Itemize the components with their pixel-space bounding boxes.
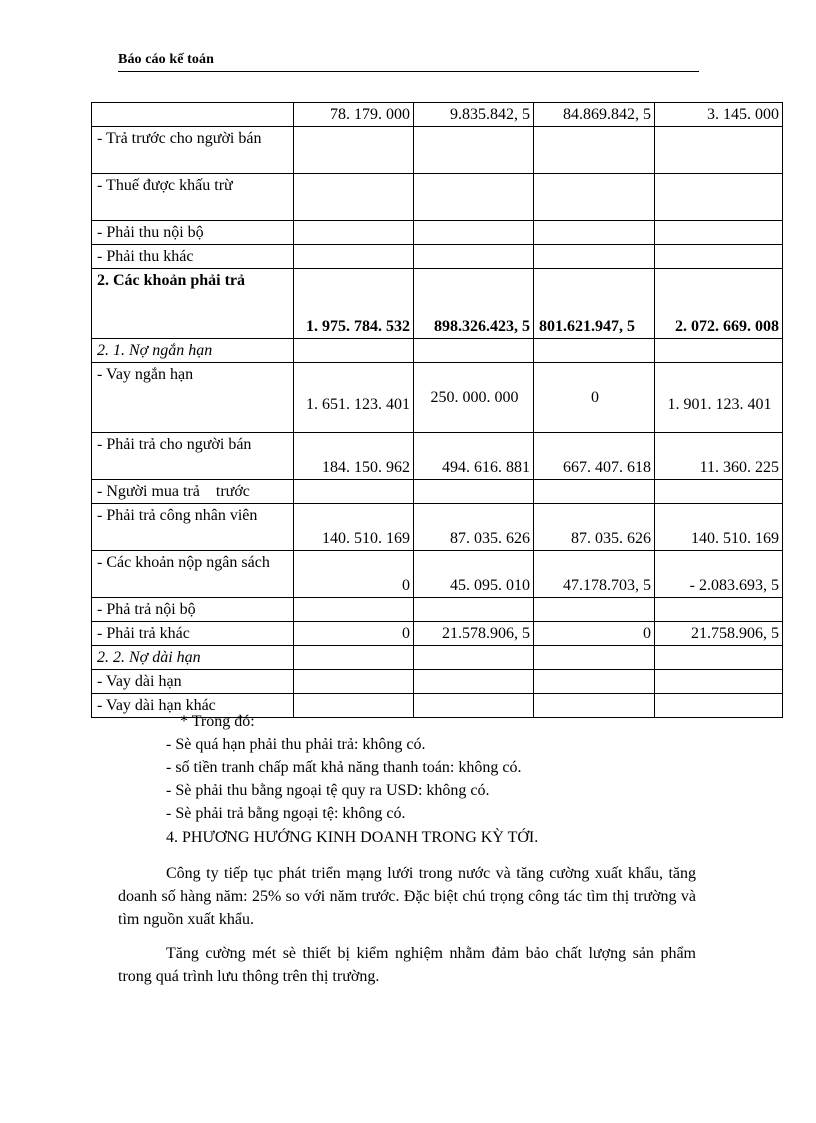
cell-value: 667. 407. 618 [534,433,655,480]
table-row [92,480,783,504]
cell-value [655,339,783,363]
table-row [92,174,783,221]
table-row [92,221,783,245]
row-label: - Phải thu khác [92,245,294,269]
cell-value: 2. 072. 669. 008 [655,269,783,339]
cell-value: 1. 975. 784. 532 [294,269,414,339]
note-item: - Sè quá hạn phải thu phải trả: không có. [166,736,426,753]
cell-value [655,174,783,221]
cell-value: 0 [534,363,655,433]
paragraph: Tăng cường mét sè thiết bị kiểm nghiệm nhằm đảm bảo chất lượng sản phẩm trong quá trình lưu thông trên thị trường. [118,945,696,985]
cell-value: 47.178.703, 5 [534,551,655,598]
cell-value [655,694,783,718]
cell-value: 1. 901. 123. 401 [655,363,783,433]
cell-value: 45. 095. 010 [414,551,534,598]
notes-block [166,710,521,825]
cell-value: 898.326.423, 5 [414,269,534,339]
cell-value: 494. 616. 881 [414,433,534,480]
cell-value: 140. 510. 169 [294,504,414,551]
cell-value [534,127,655,174]
row-label: - Phải trả khác [92,622,294,646]
row-label: 2. Các khoản phải trả [92,269,294,339]
financial-table [91,102,783,718]
cell-value [414,598,534,622]
table-row [92,103,783,127]
note-item: - Sè phải trả bằng ngoại tệ: không có. [166,805,406,822]
cell-value [534,646,655,670]
notes-intro: * Trong đó: [180,713,255,730]
cell-value [534,174,655,221]
note-item: - số tiền tranh chấp mất khả năng thanh toán: không có. [166,759,522,776]
table-row [92,363,783,433]
table-row [92,433,783,480]
cell-value: 21.578.906, 5 [414,622,534,646]
row-label: - Phải trả công nhân viên [92,504,294,551]
cell-value [414,245,534,269]
cell-value [294,339,414,363]
row-label: - Vay dài hạn [92,670,294,694]
cell-value: 801.621.947, 5 [534,269,655,339]
cell-value [534,480,655,504]
cell-value: 184. 150. 962 [294,433,414,480]
cell-value [534,694,655,718]
cell-value [294,174,414,221]
cell-value: 0 [294,551,414,598]
cell-value: 3. 145. 000 [655,103,783,127]
row-label [92,103,294,127]
cell-value: 0 [534,622,655,646]
cell-value [534,245,655,269]
cell-value [534,598,655,622]
cell-value [655,127,783,174]
cell-value [294,670,414,694]
table-row [92,670,783,694]
cell-value [414,127,534,174]
row-label: - Phải trả cho người bán [92,433,294,480]
cell-value: 9.835.842, 5 [414,103,534,127]
row-label: 2. 2. Nợ dài hạn [92,646,294,670]
cell-value [534,221,655,245]
row-label: - Thuế được khấu trừ [92,174,294,221]
page-header-title: Báo cáo kế toán [118,52,699,72]
cell-value: 250. 000. 000 [414,363,534,433]
cell-value [294,245,414,269]
cell-value [414,221,534,245]
cell-value [655,245,783,269]
note-item: - Sè phải thu bằng ngoại tệ quy ra USD: không có. [166,782,490,799]
cell-value [655,670,783,694]
cell-value: - 2.083.693, 5 [655,551,783,598]
cell-value [414,174,534,221]
cell-value [414,339,534,363]
row-label: - Phải thu nội bộ [92,221,294,245]
cell-value: 78. 179. 000 [294,103,414,127]
cell-value: 87. 035. 626 [534,504,655,551]
table-row [92,269,783,339]
cell-value: 140. 510. 169 [655,504,783,551]
cell-value [414,480,534,504]
cell-value [294,646,414,670]
cell-value: 87. 035. 626 [414,504,534,551]
table-row [92,598,783,622]
cell-value [294,480,414,504]
table-row [92,339,783,363]
row-label: - Phả trả nội bộ [92,598,294,622]
cell-value: 0 [294,622,414,646]
table-row [92,551,783,598]
table-row [92,504,783,551]
cell-value [294,127,414,174]
cell-value [655,221,783,245]
cell-value [414,670,534,694]
cell-value [534,670,655,694]
cell-value [655,480,783,504]
cell-value: 21.758.906, 5 [655,622,783,646]
row-label: - Vay ngắn hạn [92,363,294,433]
row-label: - Người mua trả trước [92,480,294,504]
table-row [92,646,783,670]
cell-value [414,646,534,670]
cell-value: 1. 651. 123. 401 [294,363,414,433]
cell-value: 84.869.842, 5 [534,103,655,127]
table-row [92,127,783,174]
cell-value [655,646,783,670]
row-label: - Vay dài hạn khác [92,694,294,718]
cell-value [294,598,414,622]
paragraph: Công ty tiếp tục phát triển mạng lưới trong nước và tăng cường xuất khẩu, tăng doanh số hàng năm: 25% so với năm trước. Đặc biệt chú trọng công tác tìm thị trường và tìm nguồn xuất khẩu. [118,865,696,928]
table-row [92,245,783,269]
cell-value [534,339,655,363]
section-heading: 4. PHƯƠNG HƯỚNG KINH DOANH TRONG KỲ TỚI. [166,829,539,846]
table-row [92,622,783,646]
cell-value: 11. 360. 225 [655,433,783,480]
row-label: 2. 1. Nợ ngắn hạn [92,339,294,363]
cell-value [655,598,783,622]
row-label: - Các khoản nộp ngân sách [92,551,294,598]
cell-value [294,221,414,245]
row-label: - Trả trước cho người bán [92,127,294,174]
